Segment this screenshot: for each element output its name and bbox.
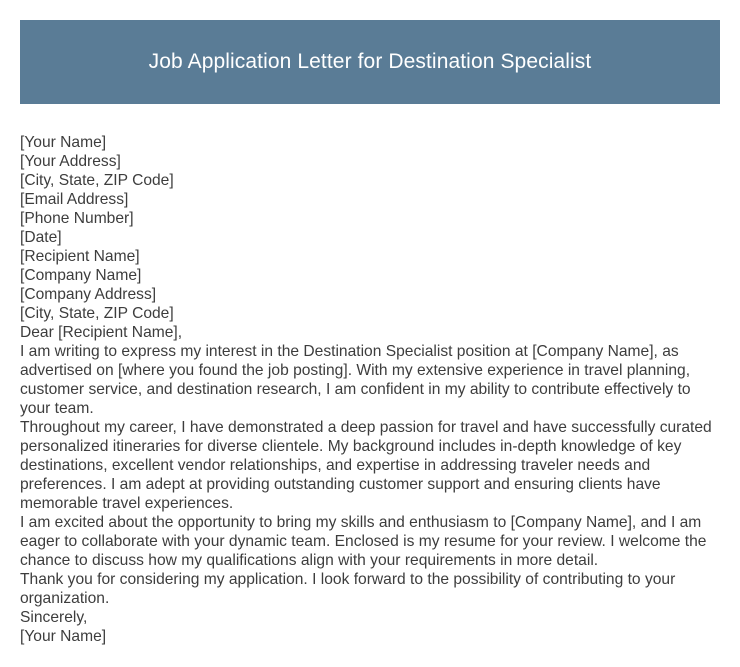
paragraph-enthusiasm: I am excited about the opportunity to bring my skills and enthusiasm to [Company Name], and I am eager to collaborate with your dynamic team. Enclosed is my resume for your review. I welcome the chance to discuss how my qualifications align with your requirements in more detail. bbox=[20, 514, 707, 569]
closing: Sincerely, bbox=[20, 609, 88, 626]
recipient-company: [Company Name] bbox=[20, 267, 142, 284]
signature: [Your Name] bbox=[20, 628, 107, 645]
paragraph-experience: Throughout my career, I have demonstrated a deep passion for travel and have successfully curated personalized itineraries for diverse clientele. My background includes in-depth knowledge of key destinations, excellent vendor relationships, and expertise in addressing traveler needs and preferences. I am adept at providing outstanding customer support and ensuring clients have memorable travel experiences. bbox=[20, 419, 712, 512]
salutation: Dear [Recipient Name], bbox=[20, 324, 183, 341]
recipient-name: [Recipient Name] bbox=[20, 248, 140, 265]
sender-address: [Your Address] bbox=[20, 153, 121, 170]
paragraph-intro: I am writing to express my interest in the Destination Specialist position at [Company Name], as advertised on [where you found the job posting]. With my extensive experience in travel planning, customer service, and destination research, I am confident in my ability to contribute effectively to your team. bbox=[20, 343, 691, 417]
page-title: Job Application Letter for Destination Specialist bbox=[148, 50, 592, 73]
sender-email: [Email Address] bbox=[20, 191, 129, 208]
letter-header bbox=[20, 20, 720, 104]
recipient-city-state-zip: [City, State, ZIP Code] bbox=[20, 305, 174, 322]
sender-name: [Your Name] bbox=[20, 134, 107, 151]
letter-body bbox=[20, 133, 722, 646]
letter-date: [Date] bbox=[20, 229, 62, 246]
recipient-company-address: [Company Address] bbox=[20, 286, 157, 303]
sender-city-state-zip: [City, State, ZIP Code] bbox=[20, 172, 174, 189]
paragraph-thanks: Thank you for considering my application. I look forward to the possibility of contributing to your organization. bbox=[20, 571, 676, 607]
sender-phone: [Phone Number] bbox=[20, 210, 134, 227]
